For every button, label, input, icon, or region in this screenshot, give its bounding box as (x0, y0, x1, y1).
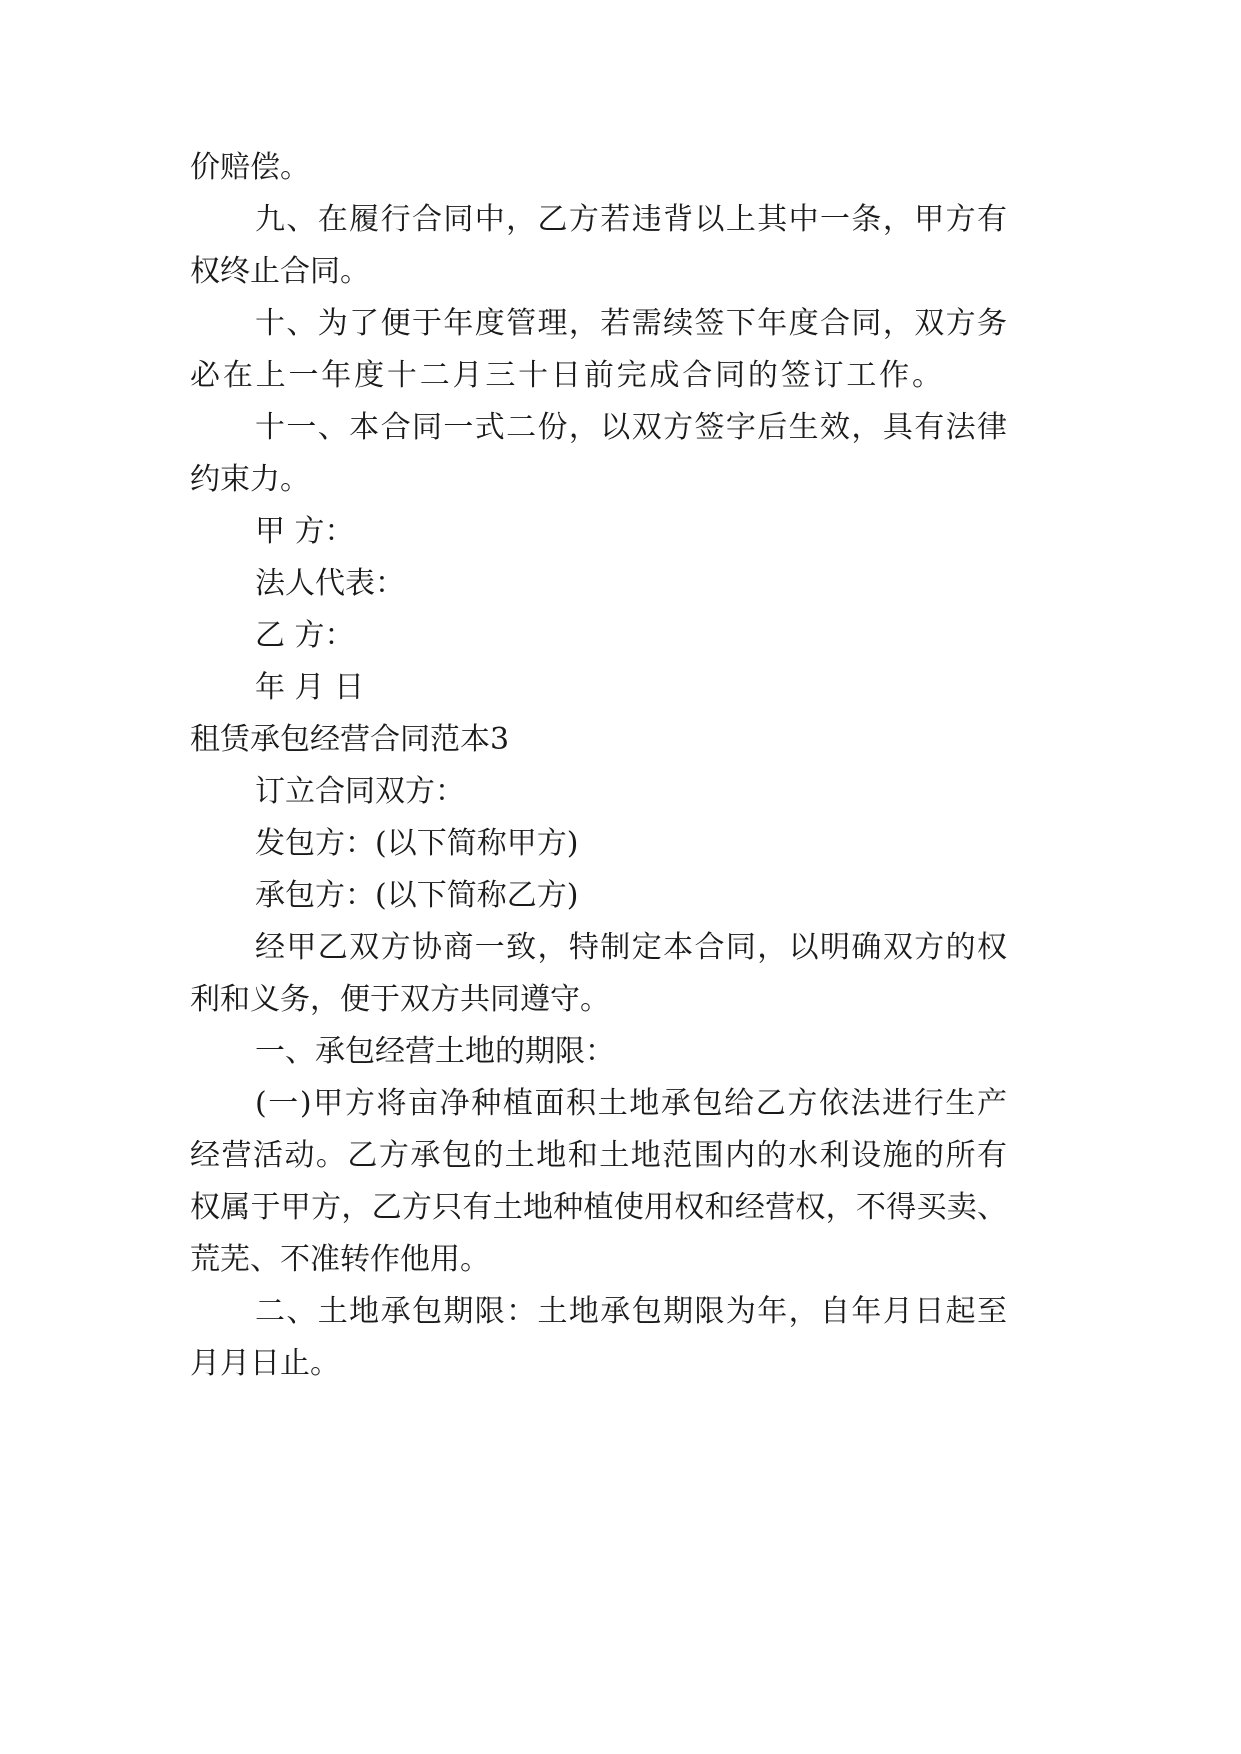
paragraph-line: 经甲乙双方协商一致，特制定本合同，以明确双方的权 (255, 930, 1007, 965)
paragraph-line: 订立合同双方： (255, 774, 465, 809)
text-line: 利和义务，便于双方共同遵守。 (190, 982, 610, 1017)
paragraph-line: 发包方：(以下简称甲方) (255, 826, 579, 861)
text-line: 必在上一年度十二月三十日前完成合同的签订工作。 (190, 358, 942, 393)
paragraph-line: (一)甲方将亩净种植面积土地承包给乙方依法进行生产 (255, 1086, 1007, 1121)
text-line: 权属于甲方，乙方只有土地种植使用权和经营权，不得买卖、 (190, 1190, 1007, 1225)
party-b-label: 乙 方： (255, 618, 355, 653)
text-line: 约束力。 (190, 462, 310, 497)
paragraph-line: 承包方：(以下简称乙方) (255, 878, 579, 913)
paragraph-line: 十、为了便于年度管理，若需续签下年度合同，双方务 (255, 306, 1007, 341)
paragraph-line: 九、在履行合同中，乙方若违背以上其中一条，甲方有 (255, 202, 1007, 237)
text-line: 经营活动。乙方承包的土地和土地范围内的水利设施的所有 (190, 1138, 1007, 1173)
paragraph-line: 十一、本合同一式二份，以双方签字后生效，具有法律 (255, 410, 1007, 445)
section-title: 租赁承包经营合同范本3 (190, 722, 510, 757)
party-a-label: 甲 方： (255, 514, 355, 549)
legal-representative-label: 法人代表： (255, 566, 405, 601)
paragraph-line: 二、土地承包期限：土地承包期限为年，自年月日起至 (255, 1294, 1007, 1329)
date-label: 年 月 日 (255, 670, 365, 705)
paragraph-line: 一、承包经营土地的期限： (255, 1034, 615, 1069)
text-line: 荒芜、不准转作他用。 (190, 1242, 490, 1277)
text-line: 价赔偿。 (190, 150, 310, 185)
text-line: 月月日止。 (190, 1346, 340, 1381)
text-line: 权终止合同。 (190, 254, 370, 289)
